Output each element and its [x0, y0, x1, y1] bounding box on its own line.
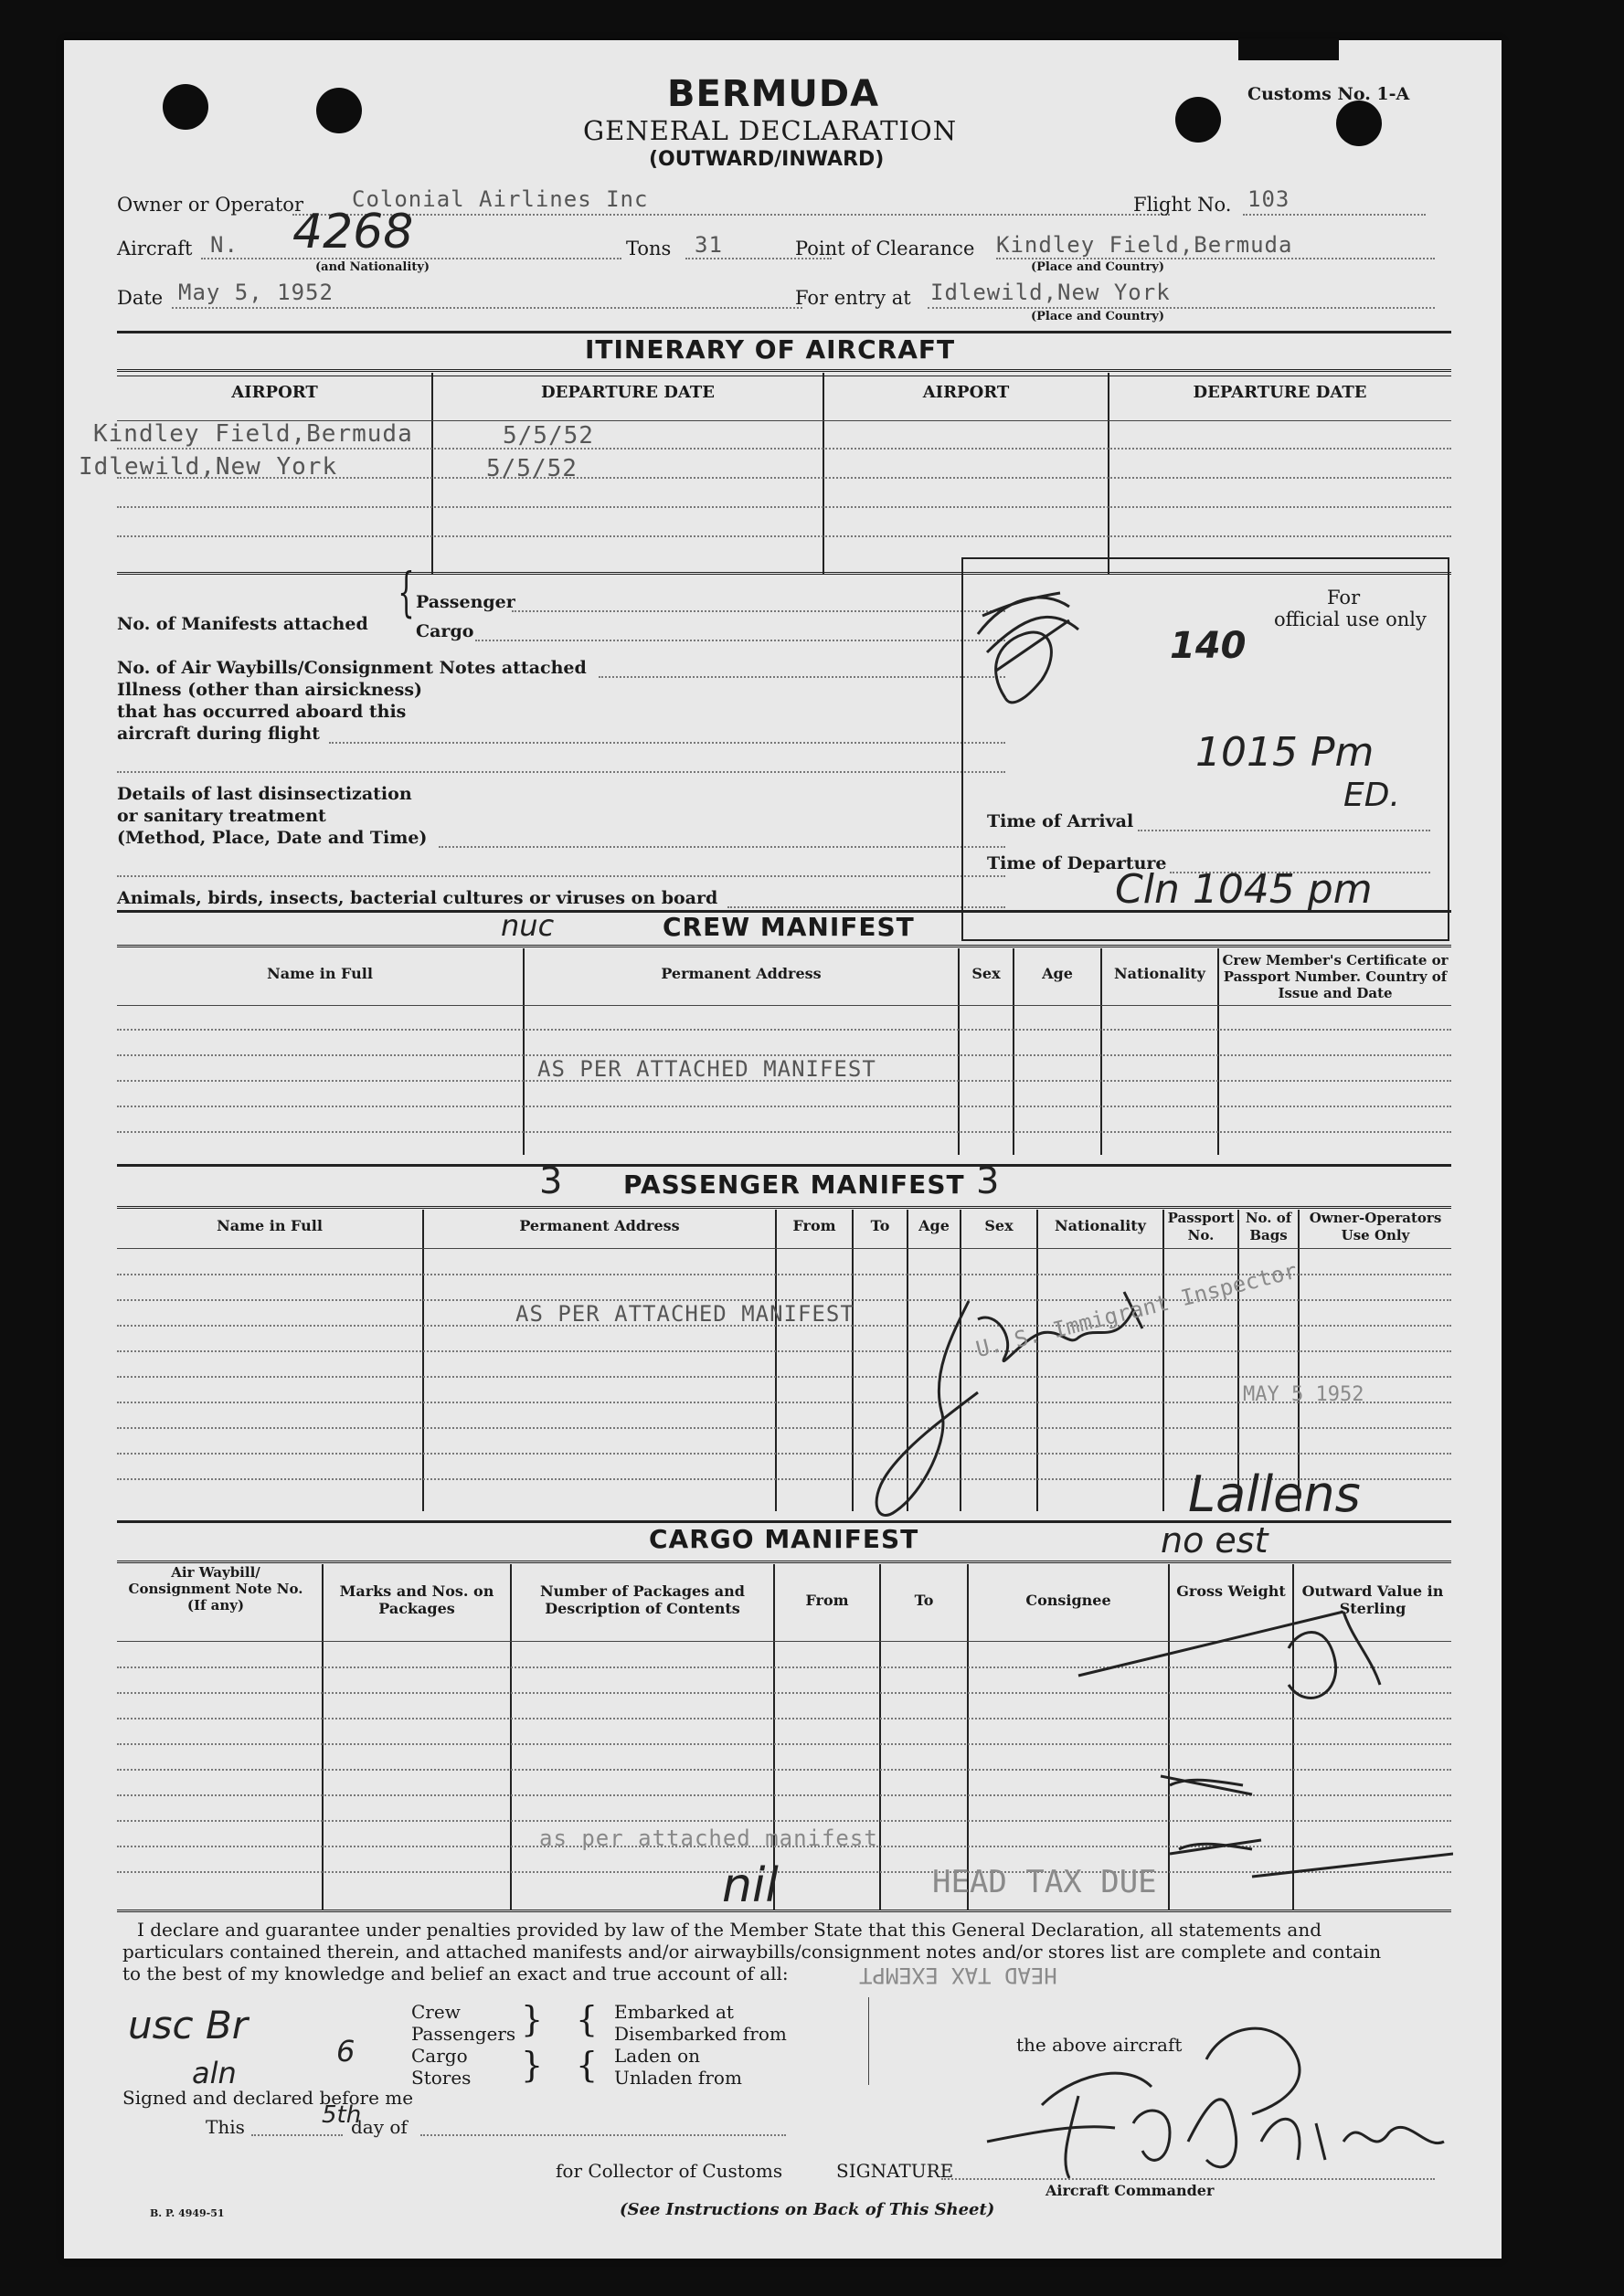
itinerary-row-line-1: [117, 448, 1451, 450]
animals-handwritten: nuc: [501, 908, 555, 943]
passenger-col-nationality: Nationality: [1055, 1217, 1146, 1234]
declaration-disembarked: Disembarked from: [614, 2023, 787, 2045]
arrival-handwritten-2: ED.: [1343, 777, 1400, 814]
crew-title: CREW MANIFEST: [663, 912, 915, 942]
waybills-line: [599, 676, 1005, 678]
passenger-colhead-rule: [117, 1248, 1451, 1249]
punch-hole-4: [1336, 101, 1382, 146]
disinsect-label-1: Details of last disinsectization: [117, 784, 412, 804]
date-label: Date: [117, 287, 164, 309]
passenger-count-right: 3: [976, 1160, 1000, 1202]
itinerary-top-rule: [117, 331, 1451, 333]
declaration-commander: Aircraft Commander: [1046, 2182, 1215, 2199]
cargo-col-weight: Gross Weight: [1176, 1582, 1286, 1600]
declaration-hand-usc: usc Br: [128, 2003, 249, 2047]
clearance-value: Kindley Field,Bermuda: [996, 232, 1293, 258]
itinerary-row-1-airport: Kindley Field,Bermuda: [93, 420, 413, 448]
clearance-line: [996, 258, 1435, 259]
crew-col-certificate: Crew Member's Certificate or Passport Number. Country of Issue and Date: [1222, 952, 1449, 1001]
flight-value: 103: [1247, 186, 1290, 212]
waybills-label: No. of Air Waybills/Consignment Notes attached: [117, 658, 587, 678]
crew-col-address: Permanent Address: [661, 965, 822, 982]
itinerary-row-line-3: [117, 506, 1451, 508]
customs-number: Customs No. 1-A: [1247, 84, 1410, 104]
aircraft-value: N.: [210, 232, 239, 258]
clearance-label: Point of Clearance: [795, 238, 975, 259]
itinerary-row-1-date: 5/5/52: [503, 422, 594, 450]
departure-handwritten: Cln 1045 pm: [1115, 866, 1373, 913]
passenger-col-sex: Sex: [984, 1217, 1014, 1234]
disinsect-line-1: [439, 846, 1005, 848]
cargo-nil-handwritten: nil: [722, 1858, 779, 1913]
crew-divider-4: [1100, 948, 1102, 1155]
passenger-divider-3: [852, 1210, 854, 1511]
cargo-col-packages: Number of Packages and Description of Contents: [540, 1582, 745, 1617]
manifests-passenger-label: Passenger: [416, 592, 515, 612]
manifests-cargo-line: [475, 640, 1005, 641]
illness-label-2: that has occurred aboard this: [117, 702, 407, 722]
declaration-collector: for Collector of Customs: [556, 2160, 783, 2182]
crew-colhead-rule: [117, 1005, 1451, 1006]
itinerary-title: ITINERARY OF AIRCRAFT: [585, 334, 956, 365]
cargo-col-to: To: [914, 1592, 934, 1609]
instructions-note: (See Instructions on Back of This Sheet): [620, 2200, 995, 2219]
itinerary-col-airport-1: AIRPORT: [231, 383, 318, 402]
passenger-row-line-5: [117, 1376, 1451, 1378]
form-subtitle: GENERAL DECLARATION: [583, 115, 958, 146]
passenger-note: AS PER ATTACHED MANIFEST: [515, 1301, 854, 1327]
form-direction: (OUTWARD/INWARD): [649, 148, 885, 171]
crew-col-age: Age: [1042, 965, 1073, 982]
passenger-row-line-4: [117, 1350, 1451, 1352]
entry-value: Idlewild,New York: [930, 280, 1171, 305]
disinsect-line-2: [117, 875, 1005, 877]
crew-col-name: Name in Full: [267, 965, 373, 982]
arrival-line: [1138, 830, 1430, 831]
punch-hole-1: [163, 84, 208, 130]
declaration-hand-6: 6: [336, 2034, 356, 2069]
date-line: [172, 307, 802, 309]
cargo-divider-4: [879, 1564, 881, 1910]
departure-label: Time of Departure: [987, 853, 1167, 873]
declaration-above-aircraft: the above aircraft: [1016, 2034, 1183, 2056]
animals-label: Animals, birds, insects, bacterial cultures or viruses on board: [117, 888, 718, 908]
owner-value: Colonial Airlines Inc: [352, 186, 649, 212]
declaration-day-handwritten: 5th: [322, 2101, 362, 2129]
passenger-divider-1: [422, 1210, 424, 1511]
aircraft-note: (and Nationality): [315, 260, 430, 274]
passenger-col-owner: Owner-Operators Use Only: [1309, 1210, 1442, 1243]
official-number: 140: [1170, 625, 1247, 667]
cargo-col-from: From: [805, 1592, 849, 1609]
crew-row-line-4: [117, 1106, 1451, 1107]
cargo-head-tax-stamp: HEAD TAX DUE: [932, 1864, 1157, 1900]
entry-note: (Place and Country): [1031, 310, 1164, 323]
passenger-hand-note: Lallens: [1188, 1465, 1361, 1523]
passenger-count-left: 3: [539, 1160, 563, 1202]
passenger-inspector-stamp: U. S. Immigrant Inspector: [973, 1257, 1300, 1363]
passenger-col-bags: No. of Bags: [1245, 1210, 1292, 1243]
cargo-top-rule: [117, 1520, 1451, 1523]
itinerary-col-divider-2: [823, 373, 824, 574]
tons-label: Tons: [626, 238, 672, 259]
passenger-col-name: Name in Full: [217, 1217, 323, 1234]
itinerary-col-airport-2: AIRPORT: [922, 383, 1010, 402]
declaration-text-1: I declare and guarantee under penalties provided by law of the Member State that this General Declaration, all statements and: [137, 1919, 1322, 1941]
declaration-text-3: to the best of my knowledge and belief an exact and true account of all:: [122, 1963, 789, 1984]
disinsect-label-2: or sanitary treatment: [117, 806, 326, 826]
crew-divider-5: [1217, 948, 1219, 1155]
declaration-embarked: Embarked at: [614, 2001, 734, 2023]
declaration-this: This: [206, 2116, 245, 2138]
passenger-hand-note-2: no est: [1161, 1520, 1268, 1561]
itinerary-col-divider-3: [1108, 373, 1109, 574]
illness-label-3: aircraft during flight: [117, 724, 320, 744]
aircraft-handwritten: 4268: [292, 205, 414, 259]
cargo-header-rule: [117, 1561, 1451, 1566]
passenger-col-age: Age: [918, 1217, 950, 1234]
cargo-divider-2: [510, 1564, 512, 1910]
crew-divider-3: [1013, 948, 1014, 1155]
official-scribble: [969, 579, 1097, 716]
itinerary-col-date-1: DEPARTURE DATE: [541, 383, 715, 402]
arrival-label: Time of Arrival: [987, 811, 1134, 831]
corner-tear: [1238, 38, 1339, 60]
disinsect-label-3: (Method, Place, Date and Time): [117, 828, 428, 848]
declaration-crew: Crew: [411, 2001, 461, 2023]
declaration-month-line: [420, 2134, 786, 2136]
itinerary-header-rule: [117, 369, 1451, 376]
manifests-cargo-label: Cargo: [416, 621, 474, 641]
crew-col-nationality: Nationality: [1114, 965, 1205, 982]
declaration-head-tax-exempt: HEAD TAX EXEMPT: [859, 1963, 1057, 1988]
official-use-label-1: For: [1327, 587, 1361, 608]
tons-value: 31: [695, 232, 723, 258]
arrival-handwritten: 1015 Pm: [1195, 729, 1375, 776]
passenger-title: PASSENGER MANIFEST: [623, 1169, 965, 1200]
declaration-laden: Laden on: [614, 2045, 701, 2067]
manifests-brace: {: [398, 561, 415, 623]
passenger-row-line-7: [117, 1427, 1451, 1429]
illness-line-2: [117, 771, 1005, 773]
declaration-brace-2: {: [576, 1999, 599, 2039]
cargo-col-value: Outward Value in Sterling: [1301, 1582, 1444, 1617]
cargo-col-consignee: Consignee: [1025, 1592, 1111, 1609]
passenger-col-from: From: [792, 1217, 836, 1234]
punch-hole-3: [1175, 97, 1221, 143]
entry-line: [928, 307, 1435, 309]
passenger-top-rule: [117, 1164, 1451, 1167]
form-number: B. P. 4949-51: [150, 2207, 225, 2219]
flight-line: [1243, 214, 1426, 216]
cargo-strikethrough-marks: [1069, 1593, 1453, 1904]
date-value: May 5, 1952: [178, 280, 334, 305]
passenger-divider-2: [775, 1210, 777, 1511]
manifests-label: No. of Manifests attached: [117, 614, 368, 634]
declaration-text-2: particulars contained therein, and attached manifests and/or airwaybills/consignment notes and/or stores list are complete and contain: [122, 1941, 1382, 1963]
itinerary-col-divider-1: [431, 373, 433, 574]
owner-label: Owner or Operator: [117, 194, 303, 216]
declaration-brace-3: }: [521, 2045, 544, 2085]
passenger-col-to: To: [870, 1217, 890, 1234]
crew-row-line-1: [117, 1029, 1451, 1031]
cargo-col-marks: Marks and Nos. on Packages: [339, 1582, 494, 1617]
entry-label: For entry at: [795, 287, 911, 309]
passenger-col-passport: Passport No.: [1167, 1210, 1235, 1243]
declaration-line-right: [868, 1997, 869, 2085]
manifests-passenger-line: [512, 610, 1005, 612]
illness-label-1: Illness (other than airsickness): [117, 680, 423, 700]
declaration-signature-label: SIGNATURE: [836, 2160, 954, 2182]
declaration-sheet: [64, 40, 1502, 2259]
declaration-brace-1: }: [521, 1999, 544, 2039]
declaration-cargo: Cargo: [411, 2045, 468, 2067]
crew-row-line-5: [117, 1131, 1451, 1133]
illness-line-1: [329, 742, 1005, 744]
declaration-passengers: Passengers: [411, 2023, 516, 2045]
crew-col-sex: Sex: [971, 965, 1001, 982]
form-title: BERMUDA: [667, 73, 880, 115]
declaration-hand-aln: aln: [192, 2056, 237, 2090]
flight-label: Flight No.: [1133, 194, 1232, 216]
cargo-divider-5: [967, 1564, 969, 1910]
declaration-unladen: Unladen from: [614, 2067, 742, 2089]
passenger-col-address: Permanent Address: [519, 1217, 680, 1234]
official-use-label-2: official use only: [1274, 608, 1427, 630]
passenger-inspector-date: MAY 5 1952: [1243, 1383, 1364, 1406]
crew-header-rule: [117, 945, 1451, 950]
itinerary-row-line-4: [117, 535, 1451, 537]
cargo-divider-1: [322, 1564, 324, 1910]
itinerary-col-date-2: DEPARTURE DATE: [1193, 383, 1367, 402]
crew-note: AS PER ATTACHED MANIFEST: [537, 1056, 876, 1082]
crew-divider-2: [958, 948, 960, 1155]
declaration-top-rule: [117, 1910, 1451, 1915]
punch-hole-2: [316, 88, 362, 133]
passenger-row-line-8: [117, 1453, 1451, 1455]
declaration-day-line: [251, 2134, 343, 2136]
crew-divider-1: [523, 948, 525, 1155]
aircraft-label: Aircraft: [117, 238, 193, 259]
commander-signature: [932, 2005, 1453, 2187]
passenger-divider-7: [1162, 1210, 1164, 1511]
cargo-note: as per attached manifest: [539, 1825, 878, 1851]
itinerary-row-2-date: 5/5/52: [486, 455, 578, 482]
itinerary-row-2-airport: Idlewild,New York: [79, 453, 338, 481]
declaration-stores: Stores: [411, 2067, 472, 2089]
cargo-title: CARGO MANIFEST: [649, 1524, 919, 1554]
declaration-brace-4: {: [576, 2045, 599, 2085]
declaration-day-of: day of: [351, 2116, 408, 2138]
clearance-note: (Place and Country): [1031, 260, 1164, 274]
owner-line: [292, 214, 1170, 216]
declaration-signed: Signed and declared before me: [122, 2087, 414, 2109]
cargo-col-waybill: Air Waybill/ Consignment Note No. (If any): [128, 1564, 303, 1614]
